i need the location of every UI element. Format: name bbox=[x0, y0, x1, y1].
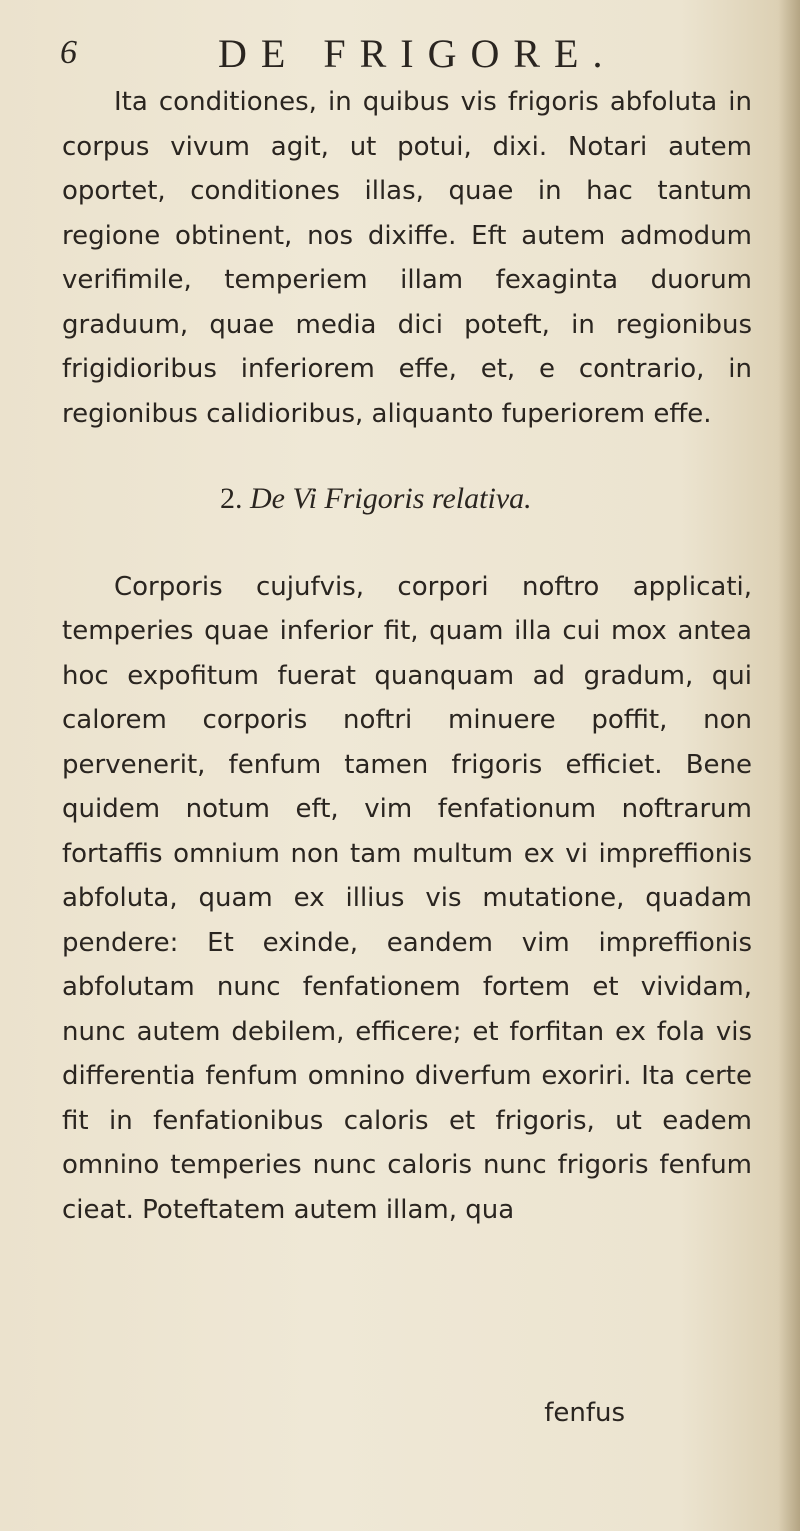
page-header bbox=[0, 30, 800, 80]
catchword: fenfus bbox=[544, 1398, 625, 1428]
section-number: 2. bbox=[220, 482, 243, 515]
page-edge-shadow bbox=[778, 0, 800, 1531]
paragraph-2: Corporis cujufvis, corpori noftro applicati, temperies quae inferior fit, quam illa cui mox antea hoc expofitum fuerat quanquam ad gradum, qui calorem corporis noftri minuere poffit, non pervenerit, fenfum tamen frigoris efficiet. Bene quidem notum eft, vim fenfationum noftrarum fortaffis omnium non tam multum ex vi impreffionis abfoluta, quam ex illius vis mutatione, quadam pendere: Et exinde, eandem vim impreffionis abfolutam nunc fenfationem fortem et vividam, nunc autem debilem, efficere; et forfitan ex fola vis differentia fenfum omnino diverfum exoriri. Ita certe fit in fenfationibus caloris et frigoris, ut eadem omnino temperies nunc caloris nunc frigoris fenfum cieat. Poteftatem autem illam, qua bbox=[62, 571, 752, 1225]
page-number: 6 bbox=[60, 34, 77, 71]
section-title: De Vi Frigoris relativa. bbox=[250, 482, 532, 515]
body-text bbox=[62, 80, 752, 1232]
section-heading bbox=[62, 477, 752, 522]
running-title: DE FRIGORE. bbox=[218, 31, 617, 76]
paragraph-1: Ita conditiones, in quibus vis frigoris abfoluta in corpus vivum agit, ut potui, dixi. Notari autem oportet, conditiones illas, quae in hac tantum regione obtinent, nos dixiffe. Eft autem admodum verifimile, temperiem illam fexaginta duorum graduum, quae media dici poteft, in regionibus frigidioribus inferiorem effe, et, e contrario, in regionibus calidioribus, aliquanto fuperiorem effe. bbox=[62, 87, 752, 429]
